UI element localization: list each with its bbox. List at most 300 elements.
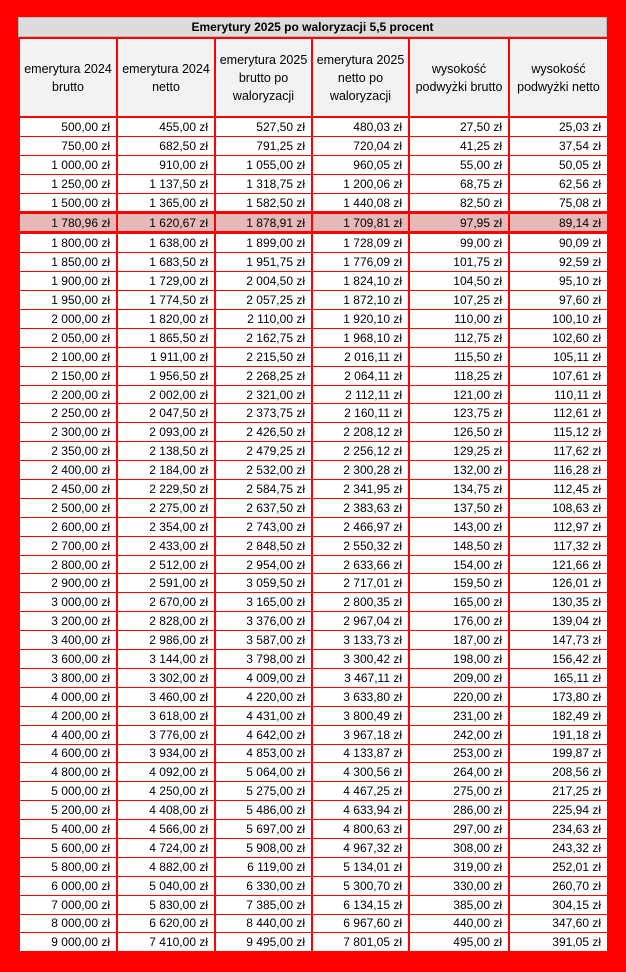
cell-podwyzka-netto: 130,35 zł	[509, 593, 608, 612]
cell-2024-brutto: 2 100,00 zł	[19, 347, 117, 366]
cell-podwyzka-netto: 25,03 zł	[509, 117, 608, 136]
cell-podwyzka-netto: 112,45 zł	[509, 480, 608, 499]
cell-podwyzka-netto: 121,66 zł	[509, 555, 608, 574]
pension-table-sheet	[18, 17, 607, 952]
cell-2024-netto: 4 566,00 zł	[117, 820, 215, 839]
table-row	[19, 857, 608, 876]
table-row	[19, 820, 608, 839]
cell-2025-netto: 4 133,87 zł	[312, 744, 409, 763]
cell-podwyzka-brutto: 297,00 zł	[409, 820, 509, 839]
cell-2025-netto: 2 800,35 zł	[312, 593, 409, 612]
cell-2024-brutto: 6 000,00 zł	[19, 876, 117, 895]
cell-2025-brutto: 6 119,00 zł	[215, 857, 312, 876]
cell-2024-netto: 1 820,00 zł	[117, 310, 215, 329]
cell-2024-brutto: 1 000,00 zł	[19, 155, 117, 174]
cell-podwyzka-brutto: 330,00 zł	[409, 876, 509, 895]
table-row	[19, 555, 608, 574]
cell-2025-netto: 2 256,12 zł	[312, 442, 409, 461]
cell-2024-netto: 1 365,00 zł	[117, 193, 215, 213]
cell-podwyzka-brutto: 385,00 zł	[409, 895, 509, 914]
table-row	[19, 744, 608, 763]
cell-2025-brutto: 2 110,00 zł	[215, 310, 312, 329]
cell-podwyzka-brutto: 55,00 zł	[409, 155, 509, 174]
table-row	[19, 631, 608, 650]
cell-podwyzka-netto: 107,61 zł	[509, 366, 608, 385]
table-row	[19, 213, 608, 233]
cell-2025-brutto: 2 954,00 zł	[215, 555, 312, 574]
cell-2024-netto: 2 591,00 zł	[117, 574, 215, 593]
cell-2024-brutto: 3 000,00 zł	[19, 593, 117, 612]
cell-2024-netto: 4 092,00 zł	[117, 763, 215, 782]
cell-2025-brutto: 3 165,00 zł	[215, 593, 312, 612]
cell-2025-brutto: 2 268,25 zł	[215, 366, 312, 385]
header-row	[19, 38, 608, 117]
cell-podwyzka-netto: 217,25 zł	[509, 782, 608, 801]
cell-2024-brutto: 2 300,00 zł	[19, 423, 117, 442]
cell-2024-netto: 2 828,00 zł	[117, 612, 215, 631]
cell-2025-brutto: 3 798,00 zł	[215, 650, 312, 669]
cell-2024-netto: 2 275,00 zł	[117, 498, 215, 517]
cell-2025-netto: 3 133,73 zł	[312, 631, 409, 650]
cell-2025-netto: 2 016,11 zł	[312, 347, 409, 366]
cell-podwyzka-netto: 126,01 zł	[509, 574, 608, 593]
cell-podwyzka-brutto: 123,75 zł	[409, 404, 509, 423]
cell-2025-brutto: 2 848,50 zł	[215, 536, 312, 555]
cell-podwyzka-brutto: 187,00 zł	[409, 631, 509, 650]
cell-2025-brutto: 2 004,50 zł	[215, 272, 312, 291]
cell-2025-brutto: 2 743,00 zł	[215, 517, 312, 536]
cell-2025-netto: 2 300,28 zł	[312, 461, 409, 480]
cell-2024-brutto: 2 000,00 zł	[19, 310, 117, 329]
cell-2025-brutto: 9 495,00 zł	[215, 933, 312, 952]
cell-2025-brutto: 2 637,50 zł	[215, 498, 312, 517]
cell-2024-brutto: 3 400,00 zł	[19, 631, 117, 650]
cell-2024-netto: 2 229,50 zł	[117, 480, 215, 499]
cell-podwyzka-netto: 347,60 zł	[509, 914, 608, 933]
cell-2024-brutto: 750,00 zł	[19, 136, 117, 155]
cell-2025-netto: 2 064,11 zł	[312, 366, 409, 385]
cell-2025-brutto: 4 431,00 zł	[215, 706, 312, 725]
cell-2024-netto: 3 302,00 zł	[117, 668, 215, 687]
cell-2024-netto: 4 882,00 zł	[117, 857, 215, 876]
column-header-emerytura-2025-brutto: emerytura 2025 brutto po waloryzacji	[215, 38, 312, 117]
cell-podwyzka-brutto: 154,00 zł	[409, 555, 509, 574]
cell-2025-brutto: 3 587,00 zł	[215, 631, 312, 650]
cell-podwyzka-brutto: 129,25 zł	[409, 442, 509, 461]
cell-2024-netto: 4 724,00 zł	[117, 838, 215, 857]
cell-2024-brutto: 4 000,00 zł	[19, 687, 117, 706]
cell-2025-netto: 2 466,97 zł	[312, 517, 409, 536]
cell-podwyzka-netto: 260,70 zł	[509, 876, 608, 895]
cell-2024-netto: 455,00 zł	[117, 117, 215, 136]
table-row	[19, 310, 608, 329]
cell-2024-brutto: 5 200,00 zł	[19, 801, 117, 820]
table-row	[19, 782, 608, 801]
cell-2024-netto: 2 138,50 zł	[117, 442, 215, 461]
cell-2025-brutto: 4 220,00 zł	[215, 687, 312, 706]
cell-2024-netto: 3 618,00 zł	[117, 706, 215, 725]
cell-2024-brutto: 2 350,00 zł	[19, 442, 117, 461]
cell-2025-netto: 3 800,49 zł	[312, 706, 409, 725]
cell-2024-brutto: 2 900,00 zł	[19, 574, 117, 593]
cell-2024-netto: 1 956,50 zł	[117, 366, 215, 385]
cell-podwyzka-netto: 147,73 zł	[509, 631, 608, 650]
cell-podwyzka-netto: 182,49 zł	[509, 706, 608, 725]
cell-podwyzka-brutto: 97,95 zł	[409, 213, 509, 233]
table-row	[19, 423, 608, 442]
cell-2025-brutto: 2 373,75 zł	[215, 404, 312, 423]
cell-2024-brutto: 9 000,00 zł	[19, 933, 117, 952]
cell-2024-netto: 682,50 zł	[117, 136, 215, 155]
cell-2025-netto: 2 208,12 zł	[312, 423, 409, 442]
cell-2025-brutto: 2 479,25 zł	[215, 442, 312, 461]
cell-2025-brutto: 7 385,00 zł	[215, 895, 312, 914]
table-row	[19, 687, 608, 706]
cell-2025-brutto: 4 009,00 zł	[215, 668, 312, 687]
cell-2024-netto: 3 934,00 zł	[117, 744, 215, 763]
table-body	[19, 117, 608, 952]
cell-podwyzka-brutto: 115,50 zł	[409, 347, 509, 366]
cell-2025-netto: 5 300,70 zł	[312, 876, 409, 895]
cell-2025-brutto: 1 318,75 zł	[215, 174, 312, 193]
cell-2024-netto: 2 047,50 zł	[117, 404, 215, 423]
cell-2024-brutto: 5 800,00 zł	[19, 857, 117, 876]
cell-2024-brutto: 500,00 zł	[19, 117, 117, 136]
cell-2025-brutto: 1 899,00 zł	[215, 233, 312, 253]
cell-2024-brutto: 3 200,00 zł	[19, 612, 117, 631]
cell-podwyzka-netto: 110,11 zł	[509, 385, 608, 404]
cell-podwyzka-brutto: 286,00 zł	[409, 801, 509, 820]
cell-2025-brutto: 5 275,00 zł	[215, 782, 312, 801]
cell-2024-brutto: 3 800,00 zł	[19, 668, 117, 687]
cell-2024-netto: 1 774,50 zł	[117, 291, 215, 310]
cell-podwyzka-brutto: 82,50 zł	[409, 193, 509, 213]
cell-2024-brutto: 1 900,00 zł	[19, 272, 117, 291]
cell-podwyzka-brutto: 176,00 zł	[409, 612, 509, 631]
cell-2025-brutto: 2 426,50 zł	[215, 423, 312, 442]
cell-2024-netto: 1 911,00 zł	[117, 347, 215, 366]
cell-podwyzka-brutto: 242,00 zł	[409, 725, 509, 744]
table-row	[19, 117, 608, 136]
cell-2025-netto: 1 968,10 zł	[312, 328, 409, 347]
cell-2024-netto: 2 354,00 zł	[117, 517, 215, 536]
cell-2025-netto: 1 200,06 zł	[312, 174, 409, 193]
table-row	[19, 801, 608, 820]
table-row	[19, 574, 608, 593]
cell-2024-netto: 1 683,50 zł	[117, 253, 215, 272]
cell-2025-netto: 2 112,11 zł	[312, 385, 409, 404]
table-row	[19, 461, 608, 480]
table-row	[19, 136, 608, 155]
cell-2025-netto: 720,04 zł	[312, 136, 409, 155]
cell-2024-netto: 4 408,00 zł	[117, 801, 215, 820]
cell-podwyzka-brutto: 118,25 zł	[409, 366, 509, 385]
cell-2024-brutto: 5 600,00 zł	[19, 838, 117, 857]
cell-podwyzka-netto: 165,11 zł	[509, 668, 608, 687]
cell-2024-netto: 2 184,00 zł	[117, 461, 215, 480]
cell-2025-netto: 1 709,81 zł	[312, 213, 409, 233]
cell-2024-brutto: 1 800,00 zł	[19, 233, 117, 253]
cell-2024-brutto: 2 200,00 zł	[19, 385, 117, 404]
cell-2025-brutto: 2 584,75 zł	[215, 480, 312, 499]
cell-2025-netto: 2 967,04 zł	[312, 612, 409, 631]
cell-2025-netto: 1 728,09 zł	[312, 233, 409, 253]
cell-podwyzka-netto: 252,01 zł	[509, 857, 608, 876]
cell-podwyzka-brutto: 132,00 zł	[409, 461, 509, 480]
cell-podwyzka-netto: 100,10 zł	[509, 310, 608, 329]
table-row	[19, 763, 608, 782]
table-row	[19, 404, 608, 423]
cell-2024-netto: 3 460,00 zł	[117, 687, 215, 706]
cell-podwyzka-netto: 108,63 zł	[509, 498, 608, 517]
cell-2024-netto: 2 512,00 zł	[117, 555, 215, 574]
cell-2024-brutto: 3 600,00 zł	[19, 650, 117, 669]
cell-2024-netto: 1 620,67 zł	[117, 213, 215, 233]
cell-podwyzka-brutto: 264,00 zł	[409, 763, 509, 782]
cell-2024-netto: 1 137,50 zł	[117, 174, 215, 193]
cell-podwyzka-brutto: 121,00 zł	[409, 385, 509, 404]
cell-2025-brutto: 1 582,50 zł	[215, 193, 312, 213]
cell-2024-netto: 2 986,00 zł	[117, 631, 215, 650]
cell-podwyzka-brutto: 495,00 zł	[409, 933, 509, 952]
cell-2024-brutto: 4 800,00 zł	[19, 763, 117, 782]
table-row	[19, 725, 608, 744]
cell-2024-brutto: 4 600,00 zł	[19, 744, 117, 763]
cell-2024-netto: 3 776,00 zł	[117, 725, 215, 744]
table-row	[19, 366, 608, 385]
cell-2024-brutto: 2 600,00 zł	[19, 517, 117, 536]
cell-2025-brutto: 2 215,50 zł	[215, 347, 312, 366]
cell-podwyzka-netto: 304,15 zł	[509, 895, 608, 914]
table-row	[19, 536, 608, 555]
cell-2025-netto: 960,05 zł	[312, 155, 409, 174]
cell-2025-netto: 7 801,05 zł	[312, 933, 409, 952]
cell-2025-netto: 2 550,32 zł	[312, 536, 409, 555]
cell-podwyzka-brutto: 126,50 zł	[409, 423, 509, 442]
cell-2025-netto: 1 920,10 zł	[312, 310, 409, 329]
cell-2025-brutto: 527,50 zł	[215, 117, 312, 136]
table-row	[19, 517, 608, 536]
cell-2025-netto: 3 300,42 zł	[312, 650, 409, 669]
cell-2025-brutto: 5 486,00 zł	[215, 801, 312, 820]
table-row	[19, 876, 608, 895]
cell-2025-netto: 4 800,63 zł	[312, 820, 409, 839]
cell-podwyzka-brutto: 275,00 zł	[409, 782, 509, 801]
cell-2024-netto: 5 830,00 zł	[117, 895, 215, 914]
cell-2025-netto: 480,03 zł	[312, 117, 409, 136]
cell-2024-netto: 1 729,00 zł	[117, 272, 215, 291]
cell-2025-netto: 2 160,11 zł	[312, 404, 409, 423]
cell-podwyzka-brutto: 101,75 zł	[409, 253, 509, 272]
cell-2024-brutto: 2 250,00 zł	[19, 404, 117, 423]
table-row	[19, 650, 608, 669]
cell-2024-netto: 2 093,00 zł	[117, 423, 215, 442]
cell-2024-brutto: 8 000,00 zł	[19, 914, 117, 933]
cell-podwyzka-netto: 62,56 zł	[509, 174, 608, 193]
cell-2025-netto: 6 134,15 zł	[312, 895, 409, 914]
cell-podwyzka-brutto: 231,00 zł	[409, 706, 509, 725]
cell-podwyzka-netto: 102,60 zł	[509, 328, 608, 347]
cell-podwyzka-brutto: 198,00 zł	[409, 650, 509, 669]
cell-podwyzka-brutto: 253,00 zł	[409, 744, 509, 763]
cell-2025-brutto: 8 440,00 zł	[215, 914, 312, 933]
cell-podwyzka-netto: 112,97 zł	[509, 517, 608, 536]
cell-2025-brutto: 1 951,75 zł	[215, 253, 312, 272]
table-row	[19, 914, 608, 933]
cell-2024-brutto: 7 000,00 zł	[19, 895, 117, 914]
cell-2025-brutto: 2 532,00 zł	[215, 461, 312, 480]
cell-podwyzka-brutto: 143,00 zł	[409, 517, 509, 536]
cell-podwyzka-brutto: 134,75 zł	[409, 480, 509, 499]
cell-2024-netto: 3 144,00 zł	[117, 650, 215, 669]
cell-podwyzka-netto: 391,05 zł	[509, 933, 608, 952]
table-row	[19, 155, 608, 174]
cell-podwyzka-brutto: 104,50 zł	[409, 272, 509, 291]
cell-2025-netto: 2 341,95 zł	[312, 480, 409, 499]
table-row	[19, 593, 608, 612]
cell-2024-brutto: 1 950,00 zł	[19, 291, 117, 310]
cell-2024-netto: 910,00 zł	[117, 155, 215, 174]
table-row	[19, 838, 608, 857]
table-row	[19, 253, 608, 272]
cell-2025-netto: 5 134,01 zł	[312, 857, 409, 876]
cell-podwyzka-brutto: 137,50 zł	[409, 498, 509, 517]
cell-2025-netto: 4 967,32 zł	[312, 838, 409, 857]
cell-podwyzka-netto: 95,10 zł	[509, 272, 608, 291]
cell-podwyzka-netto: 75,08 zł	[509, 193, 608, 213]
cell-2025-brutto: 6 330,00 zł	[215, 876, 312, 895]
cell-2025-brutto: 3 376,00 zł	[215, 612, 312, 631]
cell-podwyzka-netto: 208,56 zł	[509, 763, 608, 782]
cell-2025-brutto: 4 642,00 zł	[215, 725, 312, 744]
cell-podwyzka-netto: 90,09 zł	[509, 233, 608, 253]
cell-2025-brutto: 5 064,00 zł	[215, 763, 312, 782]
cell-2025-netto: 3 967,18 zł	[312, 725, 409, 744]
cell-2025-brutto: 2 057,25 zł	[215, 291, 312, 310]
cell-2025-netto: 4 300,56 zł	[312, 763, 409, 782]
cell-podwyzka-netto: 117,32 zł	[509, 536, 608, 555]
cell-2024-brutto: 2 450,00 zł	[19, 480, 117, 499]
cell-podwyzka-netto: 37,54 zł	[509, 136, 608, 155]
cell-podwyzka-brutto: 209,00 zł	[409, 668, 509, 687]
cell-2024-brutto: 5 000,00 zł	[19, 782, 117, 801]
cell-podwyzka-netto: 92,59 zł	[509, 253, 608, 272]
cell-podwyzka-brutto: 308,00 zł	[409, 838, 509, 857]
cell-2025-brutto: 791,25 zł	[215, 136, 312, 155]
cell-podwyzka-netto: 234,63 zł	[509, 820, 608, 839]
cell-2025-brutto: 5 697,00 zł	[215, 820, 312, 839]
cell-podwyzka-brutto: 165,00 zł	[409, 593, 509, 612]
cell-podwyzka-brutto: 68,75 zł	[409, 174, 509, 193]
table-row	[19, 233, 608, 253]
table-row	[19, 272, 608, 291]
table-row	[19, 442, 608, 461]
cell-podwyzka-netto: 225,94 zł	[509, 801, 608, 820]
cell-podwyzka-brutto: 99,00 zł	[409, 233, 509, 253]
cell-podwyzka-brutto: 41,25 zł	[409, 136, 509, 155]
pension-table	[18, 37, 609, 952]
cell-2024-brutto: 2 150,00 zł	[19, 366, 117, 385]
cell-2025-brutto: 1 055,00 zł	[215, 155, 312, 174]
cell-2025-netto: 1 872,10 zł	[312, 291, 409, 310]
cell-2024-brutto: 4 400,00 zł	[19, 725, 117, 744]
cell-2024-netto: 4 250,00 zł	[117, 782, 215, 801]
cell-podwyzka-brutto: 220,00 zł	[409, 687, 509, 706]
cell-podwyzka-brutto: 27,50 zł	[409, 117, 509, 136]
cell-2024-netto: 5 040,00 zł	[117, 876, 215, 895]
table-row	[19, 385, 608, 404]
cell-podwyzka-netto: 199,87 zł	[509, 744, 608, 763]
cell-2024-netto: 1 638,00 zł	[117, 233, 215, 253]
cell-podwyzka-brutto: 148,50 zł	[409, 536, 509, 555]
cell-2024-brutto: 1 250,00 zł	[19, 174, 117, 193]
cell-podwyzka-brutto: 110,00 zł	[409, 310, 509, 329]
cell-podwyzka-netto: 243,32 zł	[509, 838, 608, 857]
table-row	[19, 480, 608, 499]
cell-podwyzka-netto: 115,12 zł	[509, 423, 608, 442]
table-row	[19, 706, 608, 725]
column-header-podwyzka-netto: wysokość podwyżki netto	[509, 38, 608, 117]
table-row	[19, 933, 608, 952]
table-title: Emerytury 2025 po waloryzacji 5,5 procent	[18, 17, 607, 37]
cell-2025-netto: 2 633,66 zł	[312, 555, 409, 574]
cell-2024-brutto: 1 500,00 zł	[19, 193, 117, 213]
table-row	[19, 291, 608, 310]
cell-2024-brutto: 2 700,00 zł	[19, 536, 117, 555]
cell-podwyzka-netto: 105,11 zł	[509, 347, 608, 366]
cell-2025-netto: 3 467,11 zł	[312, 668, 409, 687]
cell-podwyzka-netto: 156,42 zł	[509, 650, 608, 669]
cell-podwyzka-netto: 97,60 zł	[509, 291, 608, 310]
table-row	[19, 328, 608, 347]
cell-2024-brutto: 1 780,96 zł	[19, 213, 117, 233]
cell-2025-netto: 6 967,60 zł	[312, 914, 409, 933]
cell-podwyzka-netto: 191,18 zł	[509, 725, 608, 744]
cell-2024-brutto: 2 500,00 zł	[19, 498, 117, 517]
table-row	[19, 612, 608, 631]
cell-podwyzka-netto: 139,04 zł	[509, 612, 608, 631]
cell-2025-netto: 1 440,08 zł	[312, 193, 409, 213]
table-row	[19, 668, 608, 687]
cell-2025-brutto: 2 162,75 zł	[215, 328, 312, 347]
cell-2024-brutto: 2 400,00 zł	[19, 461, 117, 480]
cell-2025-netto: 4 633,94 zł	[312, 801, 409, 820]
cell-2025-brutto: 2 321,00 zł	[215, 385, 312, 404]
cell-2025-netto: 2 383,63 zł	[312, 498, 409, 517]
cell-2024-brutto: 2 050,00 zł	[19, 328, 117, 347]
cell-2025-netto: 1 824,10 zł	[312, 272, 409, 291]
cell-podwyzka-netto: 112,61 zł	[509, 404, 608, 423]
column-header-emerytura-2024-brutto: emerytura 2024 brutto	[19, 38, 117, 117]
cell-podwyzka-netto: 173,80 zł	[509, 687, 608, 706]
table-row	[19, 193, 608, 213]
cell-2025-brutto: 1 878,91 zł	[215, 213, 312, 233]
cell-podwyzka-brutto: 159,50 zł	[409, 574, 509, 593]
cell-podwyzka-brutto: 440,00 zł	[409, 914, 509, 933]
table-row	[19, 347, 608, 366]
cell-2024-netto: 2 670,00 zł	[117, 593, 215, 612]
cell-podwyzka-netto: 116,28 zł	[509, 461, 608, 480]
cell-2025-brutto: 5 908,00 zł	[215, 838, 312, 857]
cell-podwyzka-brutto: 319,00 zł	[409, 857, 509, 876]
cell-podwyzka-netto: 117,62 zł	[509, 442, 608, 461]
column-header-emerytura-2024-netto: emerytura 2024 netto	[117, 38, 215, 117]
column-header-emerytura-2025-netto: emerytura 2025 netto po waloryzacji	[312, 38, 409, 117]
cell-2024-netto: 7 410,00 zł	[117, 933, 215, 952]
cell-podwyzka-brutto: 107,25 zł	[409, 291, 509, 310]
cell-2024-brutto: 5 400,00 zł	[19, 820, 117, 839]
cell-podwyzka-netto: 89,14 zł	[509, 213, 608, 233]
